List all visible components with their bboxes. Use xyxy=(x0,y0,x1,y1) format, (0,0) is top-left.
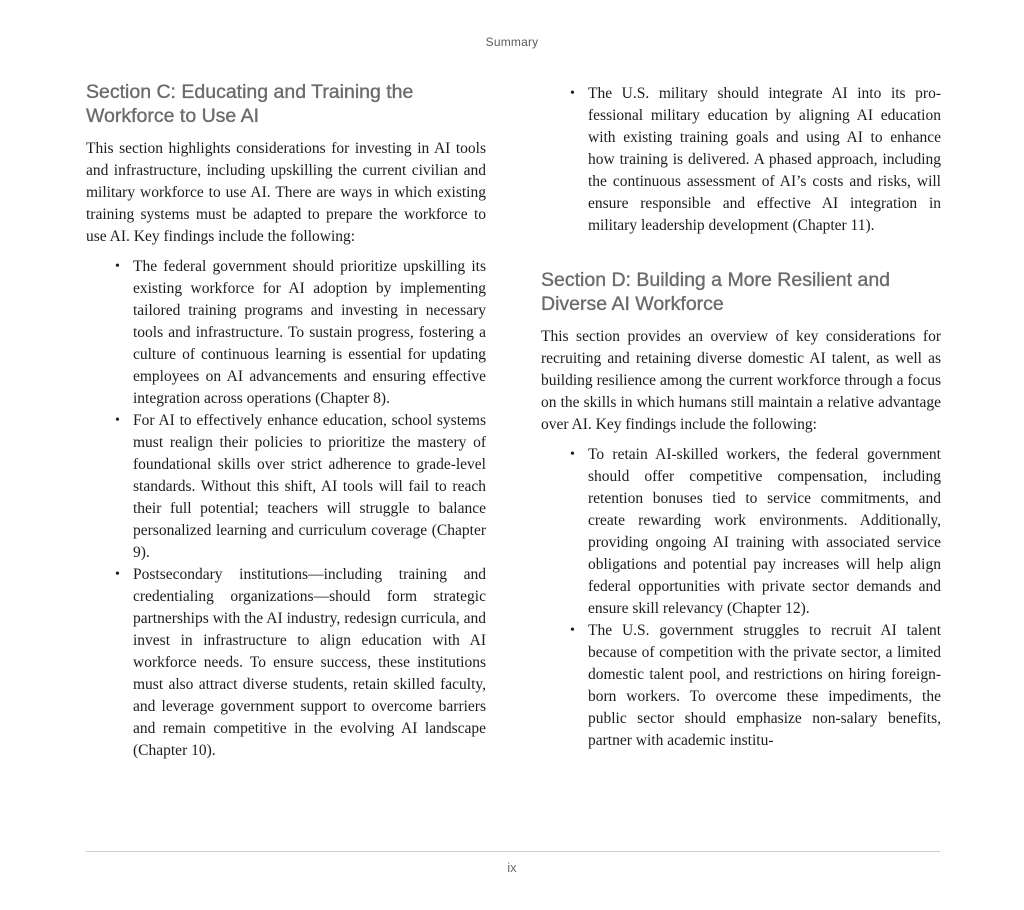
section-d-findings-list xyxy=(541,444,941,752)
section-c-intro: This section highlights considerations for investing in AI tools and infrastructure, including upskilling the current civilian and military workforce to use AI. There are ways in which existing training systems must be adapted to prepare the workforce to use AI. Key findings include the following: xyxy=(86,140,486,245)
running-head: Summary xyxy=(485,35,539,49)
page-number: ix xyxy=(507,860,517,875)
left-column xyxy=(86,80,486,762)
section-d-finding-1: • To retain AI-skilled workers, the federal government should offer competitive compensation, including retention bonuses tied to service commitments, and create rewarding work environments. Additionally, providing ongoing AI training with associated service obligations and potential pay increases will help align federal opportunities with private sector demands and ensure skill relevancy (Chapter 12). xyxy=(588,444,941,620)
right-column xyxy=(541,80,941,752)
section-c-heading: Section C: Educating and Training the Workforce to Use AI xyxy=(86,81,414,127)
section-c-finding-2: • For AI to effectively enhance education, school systems must realign their policies to prioritize the mastery of foundational skills over strict adherence to grade-level standards. Without this shift, AI tools will fail to reach their full potential; teachers will struggle to balance personalized learning and curriculum coverage (Chapter 9). xyxy=(133,410,486,564)
section-c-finding-3: • Postsecondary institutions—including training and credentialing organizations—should form strategic partnerships with the AI industry, redesign curricula, and invest in infrastructure to align education with AI workforce needs. To ensure success, these institutions must also attract diverse students, retain skilled faculty, and leverage government support to overcome barriers and remain competitive in the evolving AI landscape (Chapter 10). xyxy=(133,564,486,762)
footer-rule xyxy=(86,851,940,852)
section-c-findings-continued xyxy=(541,83,941,237)
section-c-finding-4: • The U.S. military should integrate AI into its professional military education by aligning AI education with existing training goals and using AI to enhance how training is delivered. A phased approach, including the continuous assessment of AI’s costs and risks, will ensure responsible and effective AI integration in military leadership development (Chapter 11). xyxy=(588,83,941,237)
section-spacer xyxy=(541,237,941,268)
section-c-finding-1: • The federal government should prioritize upskilling its existing workforce for AI adoption by implementing tailored training programs and investing in necessary tools and infrastructure. To sustain progress, fostering a culture of continuous learning is essential for updating employees on AI advancements and ensuring effective integration across operations (Chapter 8). xyxy=(133,256,486,410)
section-d-finding-2: • The U.S. government struggles to recruit AI talent because of competition with the private sector, a limited domestic talent pool, and restrictions on hiring foreign-born workers. To overcome these impediments, the public sector should emphasize non-salary benefits, partner with academic institu- xyxy=(588,620,941,752)
section-c-findings-list xyxy=(86,256,486,762)
section-d-heading: Section D: Building a More Resilient and Diverse AI Workforce xyxy=(541,269,891,315)
section-d-intro: This section provides an overview of key considerations for recruiting and retaining diverse domestic AI talent, as well as building resilience among the current workforce through a focus on the skills in which humans still maintain a relative advantage over AI. Key findings include the following: xyxy=(541,328,941,433)
